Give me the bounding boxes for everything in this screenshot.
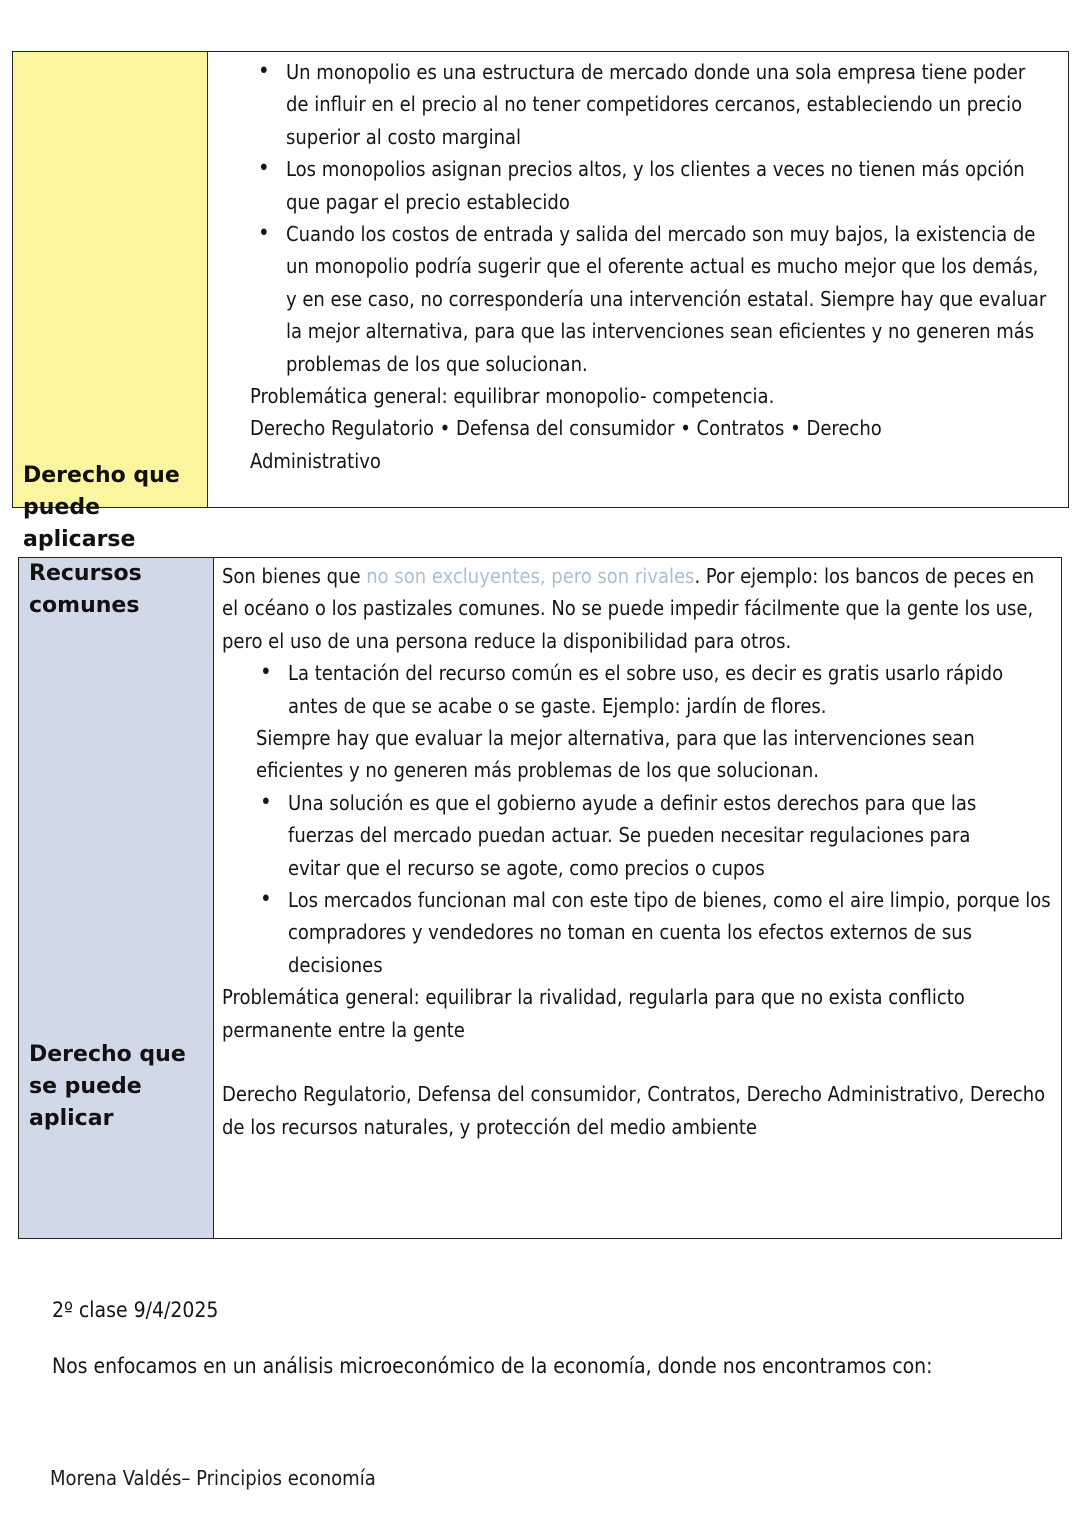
derecho-text: Derecho Regulatorio • Defensa del consumidor • Contratos • Derecho Administrativo (250, 416, 882, 473)
spacer (222, 1046, 1051, 1078)
bullet-list (222, 787, 1051, 981)
list-item: • Una solución es que el gobierno ayude a definir estos derechos para que las fuerzas del mercado puedan actuar. Se pueden necesitar regulaciones para evitar que el recurso se agote, como precios o cupos (288, 787, 1051, 884)
derecho-label: Derecho que se puede aplicar (29, 1042, 186, 1131)
note-text: Siempre hay que evaluar la mejor alternativa, para que las intervenciones sean eficientes y no generen más problemas de los que solucionan. (256, 726, 975, 783)
list-item: • Un monopolio es una estructura de mercado donde una sola empresa tiene poder de influir en el precio al no tener competidores cercanos, estableciendo un precio superior al costo marginal (286, 56, 1052, 153)
bullet-list (250, 56, 1052, 380)
highlighted-text: no son excluyentes, pero son rivales (366, 564, 695, 588)
intro-paragraph: Son bienes que no son excluyentes, pero son rivales. Por ejemplo: los bancos de peces en el océano o los pastizales comunes. No se puede impedir fácilmente que la gente los use, pero el uso de una persona reduce la disponibilidad para otros. (222, 564, 1035, 653)
list-item: • Los monopolios asignan precios altos, y los clientes a veces no tienen más opción que pagar el precio establecido (286, 153, 1052, 218)
class-heading: 2º clase 9/4/2025 (52, 1298, 219, 1322)
label-cell (13, 52, 208, 552)
monopolio-table (12, 51, 1069, 552)
page-footer: Morena Valdés– Principios economía (50, 1466, 376, 1490)
list-item: • La tentación del recurso común es el sobre uso, es decir es gratis usarlo rápido antes de que se acabe o se gaste. Ejemplo: jardín de flores. (288, 657, 1051, 722)
list-item: • Cuando los costos de entrada y salida del mercado son muy bajos, la existencia de un monopolio podría sugerir que el oferente actual es mucho mejor que los demás, y en ese caso, no correspondería una intervención estatal. Siempre hay que evaluar la mejor alternativa, para que las intervenciones sean eficientes y no generen más problemas de los que solucionan. (286, 218, 1052, 380)
recursos-comunes-label: Recursos comunes (29, 561, 142, 618)
problematica-text: Problemática general: equilibrar la rivalidad, regularla para que no exista conflicto permanente entre la gente (222, 985, 965, 1042)
recursos-comunes-table (18, 557, 1062, 1239)
list-item: • Los mercados funcionan mal con este tipo de bienes, como el aire limpio, porque los compradores y vendedores no toman en cuenta los efectos externos de sus decisiones (288, 884, 1051, 981)
body-paragraph: Nos enfocamos en un análisis microeconómico de la economía, donde nos encontramos con: (52, 1354, 933, 1378)
label-cell (19, 558, 214, 1238)
derecho-label: Derecho que puede aplicarse (23, 463, 180, 552)
derecho-text: Derecho Regulatorio, Defensa del consumidor, Contratos, Derecho Administrativo, Derecho de los recursos naturales, y protección del medio ambiente (222, 1082, 1046, 1139)
problematica-text: Problemática general: equilibrar monopolio- competencia. (250, 384, 775, 409)
bullet-list (222, 657, 1051, 722)
content-cell (214, 558, 1061, 1238)
content-cell (208, 52, 1068, 507)
